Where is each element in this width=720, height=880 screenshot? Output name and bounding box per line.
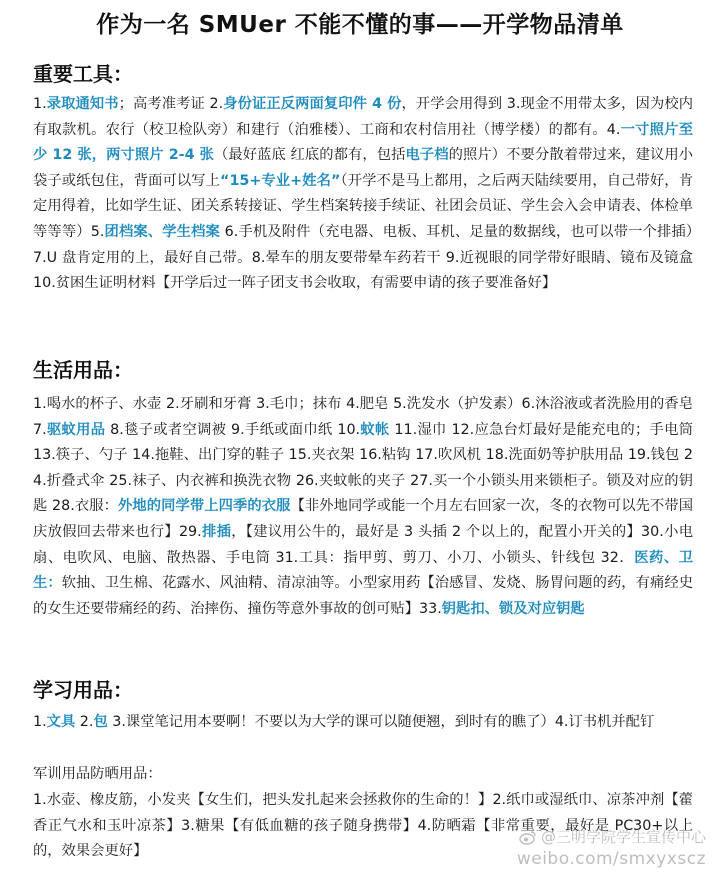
weibo-watermark [517, 826, 706, 870]
highlighted-text: 一寸照片至少 12 张，两寸照片 2-4 张 [33, 121, 694, 164]
body-text: 11.湿巾 12.应急台灯最好是能充电的；手电筒 13.筷子、勺子 14.拖鞋、出门穿的鞋子 15.夹衣架 16.粘钩 17.吹风机 18.洗面奶等护肤用品 19.钱包 24.折叠式伞 25.袜子、内衣裤和换洗衣物 26.夹蚊帐的夹子 27.买一个小锁头用来锁柜子。锁及对应的钥匙 28.衣服： [33, 421, 694, 515]
body-text: （开学不是马上都用，之后两天陆续要用，自己带好，肯定用得着，比如学生证、团关系转接证、学生档案转接手续证、社团会员证、学生会入会申请表、体检单等等等）5. [33, 172, 693, 240]
section-heading-life: 生活用品： [33, 358, 133, 382]
highlighted-text: 钥匙扣、锁及对应钥匙 [441, 600, 585, 617]
highlighted-text: 电子档 [405, 147, 449, 164]
highlighted-text: 包 [93, 714, 108, 730]
section-body-tools [33, 92, 693, 297]
body-text: 6.手机及附件（充电器、电板、耳机、足量的数据线，也可以带一个排插）7.U 盘肯定用的上，最好自己带。8.晕车的朋友要带晕车药若干 9.近视眼的同学带好眼睛、镜布及镜盒 10.贫困生证明材料【开学后过一阵子团支书会收取，有需要申请的孩子要准备好】 [33, 223, 693, 292]
highlighted-text: 录取通知书 [46, 96, 119, 112]
highlighted-text: 身份证正反两面复印件 4 份 [223, 96, 402, 112]
highlighted-text: 外地的同学带上四季的衣服 [117, 498, 291, 515]
highlighted-text: 医药、卫生： [33, 549, 693, 592]
page-title: 作为一名 SMUer 不能不懂的事——开学物品清单 [96, 12, 624, 38]
section-body-study [33, 710, 693, 736]
military-training-label: 军训用品防晒用品： [33, 766, 162, 782]
body-text: 2. [75, 714, 94, 730]
highlighted-text: 文具 [46, 714, 76, 730]
highlighted-text: “15+专业+姓名” [220, 172, 341, 189]
highlighted-text: 蚊帐 [360, 421, 390, 438]
body-text: ；高考准考证 2. [118, 96, 224, 112]
highlighted-text: 团档案、学生档案 [104, 223, 220, 240]
weibo-logo-icon [519, 830, 537, 845]
section-heading-tools: 重要工具： [33, 62, 133, 86]
body-text: ，开学会用得到 3.现金不用带太多，因为校内有取款机。农行（校卫检队旁）和建行（泊雅楼）、工商和农村信用社（博学楼）的都有。4. [33, 96, 693, 138]
section-body-life [33, 392, 693, 622]
body-text: 8.毯子或者空调被 9.手纸或面巾纸 10. [105, 421, 361, 438]
body-text: 3.课堂笔记用本要啊！不要以为大学的课可以随便翘，到时有的瞧了）4.订书机并配钉 [107, 714, 655, 730]
watermark-account: @三明学院学生宣传中心 [540, 828, 706, 846]
body-text: ，【建议用公牛的，最好是 3 头插 2 个以上的，配置小开关的】30.小电扇、电吹风、电脑、散热器、手电筒 31.工具：指甲剪、剪刀、小刀、小锁头、针线包 32． [33, 523, 693, 566]
body-text: 1. [33, 714, 47, 730]
body-text: 的照片）不要分散着带过来，建议用小袋子或纸包住，背面可以写上 [33, 147, 694, 189]
body-text: 1. [33, 96, 47, 112]
body-text: （最好蓝底 红底的都有，包括 [213, 147, 406, 164]
section-heading-study: 学习用品： [33, 678, 133, 702]
military-training-body: 1.水壶、橡皮筋，小发夹【女生们，把头发扎起来会拯救你的生命的！】2.纸巾或湿纸巾、凉茶冲剂【藿香正气水和玉叶凉茶】3.糖果【有低血糖的孩子随身携带】4.防晒霜【非常重要，最好是 PC30+以上的，效果会更好】 [33, 792, 693, 860]
highlighted-text: 排插 [201, 523, 232, 540]
body-text: 1.喝水的杯子、水壶 2.牙刷和牙膏 3.毛巾；抹布 4.肥皂 5.洗发水（护发素）6.沐浴液或者洗脸用的香皂 7. [33, 396, 693, 438]
body-text: 【非外地同学或能一个月左右回家一次，冬的衣物可以先不带国庆放假回去带来也行】29. [33, 498, 694, 540]
watermark-url: weibo.com/smxyxscz [516, 849, 706, 869]
highlighted-text: 驱蚊用品 [46, 421, 106, 438]
body-text: 软抽、卫生棉、花露水、风油精、清凉油等。小型家用药【治感冒、发烧、肠胃问题的药，有痛经史的女生还要带痛经的药、治摔伤、撞伤等意外事故的创可贴】33. [33, 575, 694, 617]
